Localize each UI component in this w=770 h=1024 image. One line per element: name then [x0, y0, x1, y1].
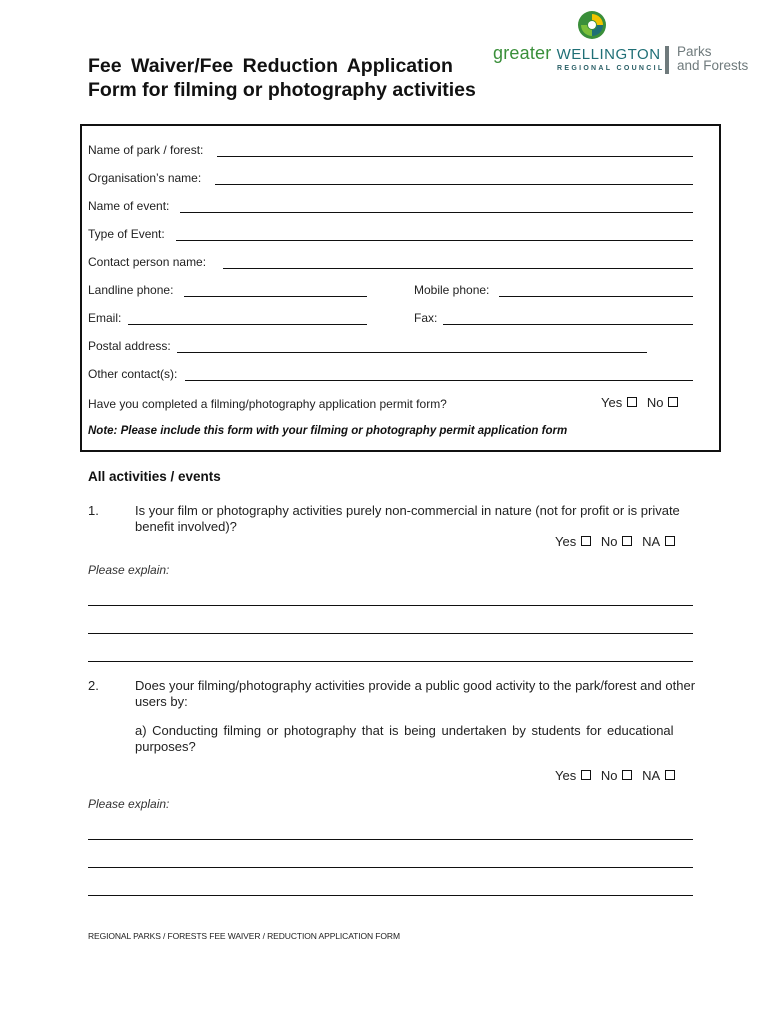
q2a-no-checkbox[interactable]: [622, 770, 632, 780]
event-type-input-line[interactable]: [176, 240, 693, 241]
postal-input-line[interactable]: [177, 352, 647, 353]
logo-parks-line2: and Forests: [677, 58, 749, 73]
contact-person-label: Contact person name:: [88, 255, 207, 269]
q2a-explain-line-3[interactable]: [88, 895, 693, 896]
logo-swirl-icon: [577, 10, 607, 40]
postal-label: Postal address:: [88, 339, 171, 353]
q2-number: 2.: [88, 678, 99, 693]
form-title-line2: Form for filming or photography activities: [88, 79, 476, 101]
q1-explain-line-3[interactable]: [88, 661, 693, 662]
section-heading: All activities / events: [88, 469, 221, 484]
email-label: Email:: [88, 311, 122, 325]
q1-explain-line-2[interactable]: [88, 633, 693, 634]
permit-yes-label: Yes: [601, 395, 623, 410]
fax-input-line[interactable]: [443, 324, 693, 325]
q2-text: Does your filming/photography activities provide a public good activity to the park/forest and other users by:: [135, 678, 696, 709]
q1-explain-label: Please explain:: [88, 563, 170, 577]
event-name-label: Name of event:: [88, 199, 170, 213]
organisation-label: Organisation’s name:: [88, 171, 202, 185]
q1-number: 1.: [88, 503, 99, 518]
contact-person-input-line[interactable]: [223, 268, 693, 269]
logo-wordmark: [493, 43, 661, 64]
permit-note: Note: Please include this form with your filming or photography permit application form: [88, 425, 568, 437]
q1-options: [555, 534, 675, 549]
page-footer: REGIONAL PARKS / FORESTS FEE WAIVER / REDUCTION APPLICATION FORM: [88, 931, 400, 941]
logo-council-text: REGIONAL COUNCIL: [557, 65, 665, 72]
q2a-options: [555, 768, 675, 783]
park-label: Name of park / forest:: [88, 143, 204, 157]
q1-no-checkbox[interactable]: [622, 536, 632, 546]
form-title-line1: Fee Waiver/Fee Reduction Application: [88, 55, 453, 77]
other-contacts-label: Other contact(s):: [88, 367, 178, 381]
permit-no-label: No: [646, 395, 664, 410]
landline-label: Landline phone:: [88, 283, 174, 297]
logo-wellington-text: WELLINGTON: [556, 46, 661, 63]
logo-parks-line1: Parks: [677, 44, 712, 59]
park-input-line[interactable]: [217, 156, 693, 157]
logo-parks-text: [677, 45, 748, 73]
q1-yes-checkbox[interactable]: [581, 536, 591, 546]
q1-yes-label: Yes: [555, 534, 577, 549]
q1-na-checkbox[interactable]: [665, 536, 675, 546]
q2a-text: a) Conducting filming or photography that is being undertaken by students for educational purposes?: [135, 723, 674, 754]
other-contacts-input-line[interactable]: [185, 380, 693, 381]
event-type-label: Type of Event:: [88, 227, 165, 241]
landline-input-line[interactable]: [184, 296, 367, 297]
q1-no-label: No: [600, 534, 618, 549]
event-name-input-line[interactable]: [180, 212, 693, 213]
mobile-label: Mobile phone:: [414, 283, 490, 297]
q1-na-label: NA: [642, 534, 661, 549]
permit-yes-no: [601, 395, 678, 410]
mobile-input-line[interactable]: [499, 296, 693, 297]
q1-text: Is your film or photography activities purely non-commercial in nature (not for profit or is private benefit involved)?: [135, 503, 680, 534]
q2a-explain-label: Please explain:: [88, 797, 170, 811]
permit-yes-checkbox[interactable]: [627, 397, 637, 407]
fax-label: Fax:: [414, 311, 438, 325]
organisation-input-line[interactable]: [215, 184, 693, 185]
q2a-explain-line-1[interactable]: [88, 839, 693, 840]
permit-no-checkbox[interactable]: [668, 397, 678, 407]
q1-explain-line-1[interactable]: [88, 605, 693, 606]
email-input-line[interactable]: [128, 324, 367, 325]
q2a-na-label: NA: [642, 768, 661, 783]
logo-divider: [665, 46, 669, 74]
logo-greater-text: greater: [493, 43, 552, 63]
q2a-yes-label: Yes: [555, 768, 577, 783]
q2a-yes-checkbox[interactable]: [581, 770, 591, 780]
permit-question: Have you completed a filming/photography application permit form?: [88, 397, 447, 411]
q2a-na-checkbox[interactable]: [665, 770, 675, 780]
q2a-explain-line-2[interactable]: [88, 867, 693, 868]
q2a-no-label: No: [600, 768, 618, 783]
greater-wellington-logo: [493, 10, 763, 80]
form-title: [88, 54, 476, 102]
